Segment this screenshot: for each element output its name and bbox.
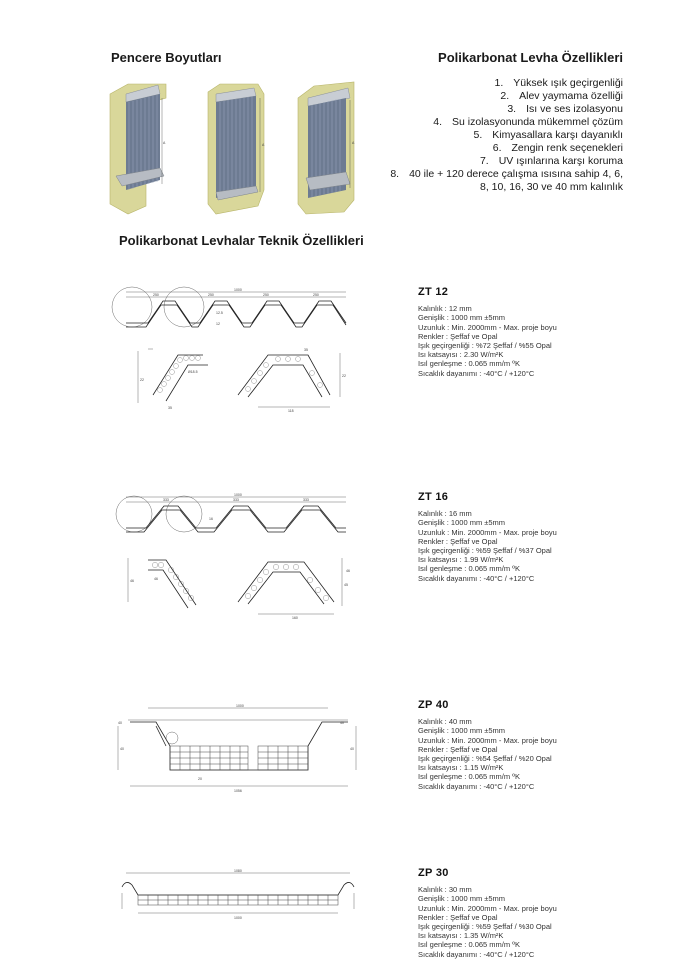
feature-item: 1. Yüksek ışık geçirgenliği <box>494 77 623 89</box>
svg-text:22: 22 <box>342 374 346 378</box>
svg-text:12.5: 12.5 <box>216 311 223 315</box>
svg-text:A: A <box>352 141 355 145</box>
svg-text:40: 40 <box>120 747 124 751</box>
svg-text:250: 250 <box>263 293 269 297</box>
zp30-specs: ZP 30 Kalınlık : 30 mm Genişlik : 1000 mm ±5mm Uzunluk : Min. 2000mm - Max. proje boyu Renkler : Şeffaf ve Opal Işık geçirgenliği : %59 Şeffaf / %30 Opal Isı katsayısı : 1.35 W/m²K Isıl genleşme : 0.065 mm/m ºK Sıcaklık dayanımı : -40°C / +120°C <box>418 867 557 959</box>
svg-text:40: 40 <box>340 721 344 725</box>
product-name: ZT 12 <box>418 286 449 298</box>
svg-text:A: A <box>262 143 265 147</box>
svg-text:333: 333 <box>163 498 169 502</box>
svg-text:1000: 1000 <box>234 493 242 497</box>
svg-text:1000: 1000 <box>234 288 242 292</box>
zt12-specs: ZT 12 Kalınlık : 12 mm Genişlik : 1000 mm ±5mm Uzunluk : Min. 2000mm - Max. proje boyu Renkler : Şeffaf ve Opal Işık geçirgenliği : %72 Şeffaf / %55 Opal Isı katsayısı : 2.30 W/m²K Isıl genleşme : 0.065 mm/m ºK Sıcaklık dayanımı : -40°C / +120°C <box>418 286 557 378</box>
feature-item-continuation: 8, 10, 16, 30 ve 40 mm kalınlık <box>480 181 623 193</box>
svg-text:1000: 1000 <box>236 704 244 708</box>
zt16-drawing <box>108 490 368 625</box>
svg-text:Ø18.5: Ø18.5 <box>188 370 198 374</box>
feature-item: 8. 40 ile + 120 derece çalışma ısısına sahip 4, 6, <box>390 168 623 180</box>
window-section-title: Pencere Boyutları <box>111 50 222 65</box>
feature-item: 6. Zengin renk seçenekleri <box>492 142 623 154</box>
zt12-drawing <box>108 285 368 415</box>
feature-item: 5. Kimyasallara karşı dayanıklı <box>473 129 623 141</box>
svg-text:1056: 1056 <box>234 789 242 793</box>
svg-text:333: 333 <box>233 498 239 502</box>
svg-text:250: 250 <box>153 293 159 297</box>
product-name: ZT 16 <box>418 491 449 503</box>
feature-item: 2. Alev yaymama özelliği <box>500 90 623 102</box>
window-illustrations <box>108 80 358 215</box>
svg-text:333: 333 <box>303 498 309 502</box>
feature-item: 3. Isı ve ses izolasyonu <box>507 103 623 115</box>
feature-item: 4. Su izolasyonunda mükemmel çözüm <box>433 116 623 128</box>
window-drawing-1 <box>110 84 166 214</box>
product-name: ZP 30 <box>418 867 449 879</box>
svg-text:35: 35 <box>168 406 172 410</box>
features-section-title: Polikarbonat Levha Özellikleri <box>438 50 623 65</box>
svg-text:1080: 1080 <box>234 869 242 873</box>
svg-text:35: 35 <box>304 348 308 352</box>
svg-text:118: 118 <box>288 409 294 413</box>
features-list <box>323 77 623 194</box>
zp30-drawing <box>108 865 368 925</box>
zp40-drawing <box>108 700 368 800</box>
svg-text:46: 46 <box>130 579 134 583</box>
svg-text:16: 16 <box>209 517 213 521</box>
svg-text:45: 45 <box>344 583 348 587</box>
svg-text:250: 250 <box>208 293 214 297</box>
tech-section-title: Polikarbonat Levhalar Teknik Özellikleri <box>119 233 364 248</box>
feature-item: 7. UV ışınlarına karşı koruma <box>479 155 623 167</box>
svg-text:40: 40 <box>350 747 354 751</box>
window-drawing-2 <box>208 84 265 214</box>
zp40-specs: ZP 40 Kalınlık : 40 mm Genişlik : 1000 mm ±5mm Uzunluk : Min. 2000mm - Max. proje boyu Renkler : Şeffaf ve Opal Işık geçirgenliği : %54 Şeffaf / %20 Opal Isı katsayısı : 1.15 W/m²K Isıl genleşme : 0.065 mm/m ºK Sıcaklık dayanımı : -40°C / +120°C <box>418 699 557 791</box>
svg-text:12: 12 <box>216 322 220 326</box>
svg-text:46: 46 <box>154 577 158 581</box>
svg-text:160: 160 <box>292 616 298 620</box>
svg-text:A: A <box>163 141 166 145</box>
product-name: ZP 40 <box>418 699 449 711</box>
svg-text:40: 40 <box>118 721 122 725</box>
svg-text:250: 250 <box>313 293 319 297</box>
zt16-specs: ZT 16 Kalınlık : 16 mm Genişlik : 1000 mm ±5mm Uzunluk : Min. 2000mm - Max. proje boyu Renkler : Şeffaf ve Opal Işık geçirgenliği : %59 Şeffaf / %37 Opal Isı katsayısı : 1.99 W/m²K Isıl genleşme : 0.065 mm/m ºK Sıcaklık dayanımı : -40°C / +120°C <box>418 491 557 583</box>
svg-text:1000: 1000 <box>234 916 242 920</box>
svg-text:22: 22 <box>140 378 144 382</box>
svg-text:20: 20 <box>198 777 202 781</box>
svg-text:46: 46 <box>346 569 350 573</box>
